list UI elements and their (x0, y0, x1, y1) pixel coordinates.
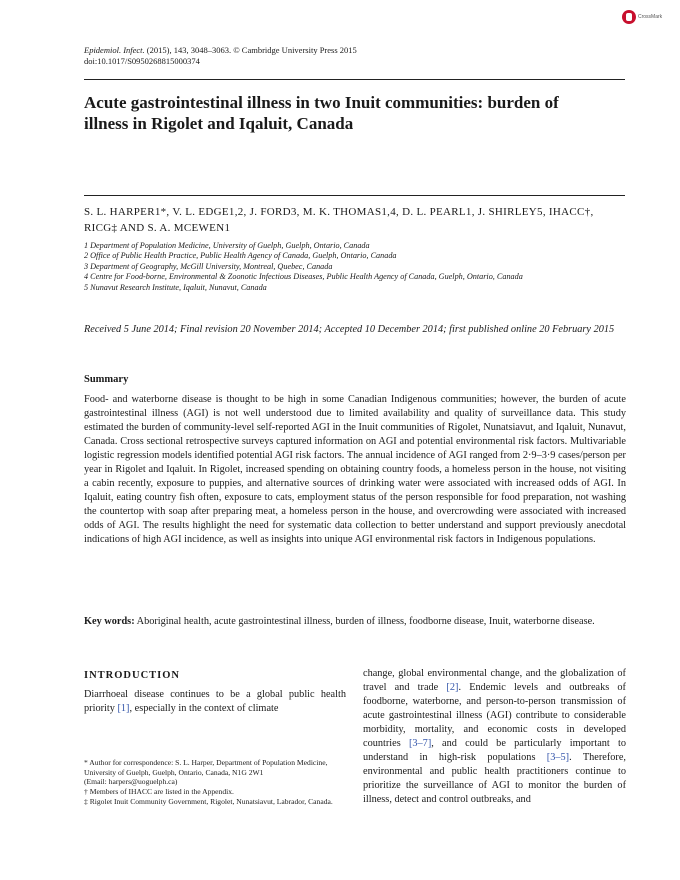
intro-right-text: . Therefore, environmental and public health practitioners continue to prioritize the surveillance of AGI to monitor the burden of illness, detect and control outbreaks, and (363, 752, 626, 805)
crossmark-logo[interactable] (622, 8, 674, 26)
intro-right-column (363, 667, 626, 807)
intro-left-text: Diarrhoeal disease continues to be a global public health priority (84, 689, 346, 714)
journal-volume: (2015), 143, 3048–3063. © Cambridge University Press 2015 (144, 45, 357, 55)
keywords-label: Key words: (84, 616, 135, 627)
top-divider (84, 79, 625, 80)
crossmark-label: CrossMark (638, 14, 663, 20)
affiliations (84, 241, 624, 293)
ihacc-note: † Members of IHACC are listed in the Appendix. (84, 787, 234, 797)
affiliation-2: 2 Office of Public Health Practice, Public Health Agency of Canada, Guelph, Ontario, Canada (84, 251, 397, 261)
title-divider (84, 195, 625, 196)
keywords-text: Aboriginal health, acute gastrointestinal illness, burden of illness, foodborne disease, Inuit, waterborne disease. (134, 616, 595, 627)
citation-link[interactable]: [3–7] (408, 738, 432, 749)
ricg-note: ‡ Rigolet Inuit Community Government, Rigolet, Nunatsiavut, Labrador, Canada. (84, 796, 333, 806)
citation-link[interactable]: [1] (117, 703, 130, 714)
intro-right-text: change, global environmental change, and the globalization of travel and trade (363, 668, 626, 693)
publication-dates: Received 5 June 2014; Final revision 20 November 2014; Accepted 10 December 2014; first published online 20 February 2015 (84, 324, 615, 335)
author-list: S. L. HARPER1*, V. L. EDGE1,2, J. FORD3, M. K. THOMAS1,4, D. L. PEARL1, J. SHIRLEY5, IHACC†, RICG‡ AND S. A. MCEWEN1 (84, 206, 594, 234)
summary-heading: Summary (84, 374, 129, 385)
journal-name: Epidemiol. Infect. (84, 45, 145, 55)
intro-left-text: , especially in the context of climate (129, 703, 279, 714)
intro-left-column (84, 688, 346, 716)
affiliation-3: 3 Department of Geography, McGill University, Montreal, Quebec, Canada (84, 261, 333, 271)
affiliation-1: 1 Department of Population Medicine, University of Guelph, Guelph, Ontario, Canada (84, 241, 370, 250)
intro-right-text: , and could be particularly important to understand in high-risk populations (363, 738, 626, 763)
article-title: Acute gastrointestinal illness in two Inuit communities: burden of illness in Rigolet and Iqaluit, Canada (84, 93, 559, 133)
corresponding-author-note: * Author for correspondence: S. L. Harper, Department of Population Medicine, University of Guelph, Guelph, Ontario, Canada, N1G 2W1 (84, 758, 328, 777)
intro-right-text: . Endemic levels and outbreaks of foodborne, waterborne, and person-to-person transmission of acute gastrointestinal illness (AGI) contribute to considerable morbidity, mortality, and economic costs in developed countries (363, 682, 626, 749)
affiliation-4: 4 Centre for Food-borne, Environmental & Zoonotic Infectious Diseases, Public Health Agency of Canada, Guelph, Ontario, Canada (84, 272, 523, 282)
keywords (84, 615, 626, 629)
footnotes (84, 758, 346, 807)
citation-link[interactable]: [3–5] (546, 752, 570, 763)
citation-link[interactable]: [2] (446, 682, 459, 693)
introduction-heading: INTRODUCTION (84, 670, 181, 681)
summary-text: Food- and waterborne disease is thought to be high in some Canadian Indigenous communities; however, the burden of acute gastrointestinal illness (AGI) is not well understood due to limited availability and quality of surveillance data. This study estimated the burden of community-level self-reported AGI in the Inuit communities of Rigolet, Nunatsiavut, and Iqaluit, Nunavut, Canada. Cross sectional retrospective surveys captured information on AGI and potential environmental risk factors. Multivariable logistic regression models identified potential AGI risk factors. The annual incidence of AGI ranged from 2·9–3·9 cases/person per year in Rigolet and Iqaluit. In Rigolet, increased spending on obtaining country foods, a homeless person in the house, not visiting a cabin recently, exposure to puppies, and alternative sources of drinking water were associated with increased odds of AGI. In Iqaluit, eating country fish often, exposure to cats, employment status of the person responsible for food preparation, not washing the countertop with soap after preparing meat, a homeless person in the house, and overcrowding were associated with increased odds of AGI. The results highlight the need for systematic data collection to better understand and support previously anecdotal indications of high AGI incidence, as well as insights into unique AGI environmental risk factors in Indigenous populations. (84, 394, 626, 545)
crossmark-icon (622, 10, 636, 24)
journal-citation (84, 45, 357, 67)
doi-line[interactable]: doi:10.1017/S0950268815000374 (84, 56, 200, 66)
email-note[interactable]: (Email: harpers@uoguelph.ca) (84, 777, 178, 787)
affiliation-5: 5 Nunavut Research Institute, Iqaluit, Nunavut, Canada (84, 282, 267, 292)
